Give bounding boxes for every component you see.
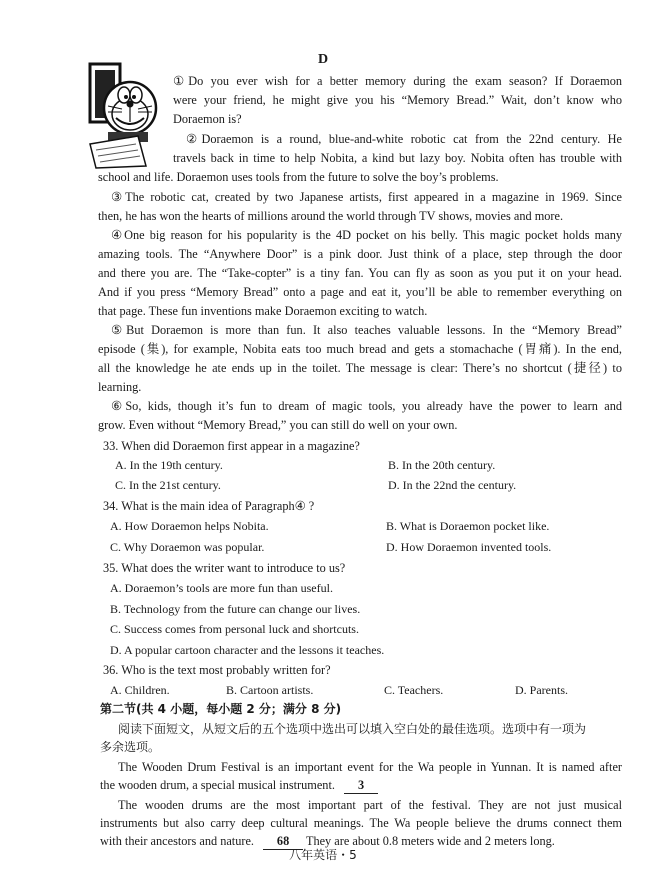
answer-blank-3[interactable]: 3 <box>344 777 378 794</box>
para2-line3: school and life. Doraemon uses tools from the future to solve the boy’s problems. <box>98 170 499 184</box>
passage-heading: D <box>317 52 329 67</box>
question-33-option-a[interactable]: A. In the 19th century. <box>115 458 223 472</box>
para6-line1: ⑥So, kids, though it’s fun to dream of magic tools, you already have the power to learn and <box>111 399 622 413</box>
page-footer: 八年英语・5 <box>289 848 357 862</box>
para3-line1: ③The robotic cat, created by two Japanese artists, first appeared in a magazine in 1969. Since <box>111 190 622 204</box>
para1-line3: Doraemon is? <box>173 112 242 126</box>
para4-line2: amazing tools. The “Anywhere Door” is a pink door. Just think of a place, step through the door <box>98 247 622 261</box>
question-36-option-a[interactable]: A. Children. <box>110 683 170 697</box>
para2-line1: ②Doraemon is a round, blue-and-white robotic cat from the 22nd century. He <box>186 132 622 146</box>
question-33-option-b[interactable]: B. In the 20th century. <box>388 458 496 472</box>
question-35-option-a[interactable]: A. Doraemon’s tools are more fun than useful. <box>110 581 333 595</box>
passage2-para2-line2: instruments but also carry deep cultural meanings. The Wa people believe the drums connect them <box>100 816 622 830</box>
question-35-stem: 35. What does the writer want to introduce to us? <box>103 561 346 575</box>
para4-line1: ④One big reason for his popularity is the 4D pocket on his belly. This magic pocket holds many <box>111 228 622 242</box>
question-34-option-b[interactable]: B. What is Doraemon pocket like. <box>386 519 550 533</box>
question-34-stem: 34. What is the main idea of Paragraph④ ? <box>103 499 315 513</box>
question-36-option-d[interactable]: D. Parents. <box>515 683 568 697</box>
passage2-para2-line1: The wooden drums are the most important part of the festival. They are not just musical <box>118 798 622 812</box>
question-36-option-c[interactable]: C. Teachers. <box>384 683 444 697</box>
passage2-para1-line1: The Wooden Drum Festival is an important event for the Wa people in Yunnan. It is named after <box>118 760 622 774</box>
question-34-option-d[interactable]: D. How Doraemon invented tools. <box>386 540 552 554</box>
para5-line4: learning. <box>98 380 142 394</box>
section2-title: 第二节(共 4 小题，每小题 2 分；满分 8 分) <box>100 702 342 716</box>
passage2-para2-line3-text-after: They are about 0.8 meters wide and 2 meters long. <box>305 834 555 848</box>
para6-line2: grow. Even without “Memory Bread,” you can still do well on your own. <box>98 418 458 432</box>
para1-line1: ①Do you ever wish for a better memory during the exam season? If Doraemon <box>173 74 622 88</box>
passage2-para1-line2 <box>100 777 378 794</box>
doraemon-illustration <box>86 62 168 170</box>
question-35-option-d[interactable]: D. A popular cartoon character and the lessons it teaches. <box>110 643 385 657</box>
para5-line3: all the knowledge he ate ends up in the toilet. The message is clear: There’s no shortcut (捷径) to <box>98 361 622 375</box>
para2-line2: travels back in time to help Nobita, a kind but lazy boy. Nobita often has trouble with <box>173 151 622 165</box>
section2-instruction-line1: 阅读下面短文，从短文后的五个选项中选出可以填入空白处的最佳选项。选项中有一项为 <box>118 722 587 736</box>
para4-line3: and there you are. The “Take-copter” is a tiny fan. You can fly as soon as you put it on your head. <box>98 266 622 280</box>
para5-line2: episode (集), for example, Nobita eats too much bread and gets a stomachache (胃痛). In the end, <box>98 342 622 356</box>
question-35-option-b[interactable]: B. Technology from the future can change our lives. <box>110 602 361 616</box>
passage2-para2-line3-text: with their ancestors and nature. <box>100 834 254 848</box>
para3-line2: then, he has won the hearts of millions around the world through TV shows, movies and more. <box>98 209 564 223</box>
question-33-option-c[interactable]: C. In the 21st century. <box>115 478 221 492</box>
question-36-stem: 36. Who is the text most probably written for? <box>103 663 331 677</box>
para4-line5: that page. These fun inventions make Doraemon exciting to watch. <box>98 304 428 318</box>
question-35-option-c[interactable]: C. Success comes from personal luck and shortcuts. <box>110 622 359 636</box>
passage2-para1-line2-text: the wooden drum, a special musical instrument. <box>100 778 335 792</box>
section2-instruction-line2: 多余选项。 <box>100 740 161 754</box>
question-34-option-c[interactable]: C. Why Doraemon was popular. <box>110 540 265 554</box>
question-33-option-d[interactable]: D. In the 22nd the century. <box>388 478 517 492</box>
answer-blank-68[interactable]: 68 <box>263 833 303 850</box>
para5-line1: ⑤But Doraemon is more than fun. It also teaches valuable lessons. In the “Memory Bread” <box>111 323 622 337</box>
question-33-stem: 33. When did Doraemon first appear in a magazine? <box>103 439 360 453</box>
question-34-option-a[interactable]: A. How Doraemon helps Nobita. <box>110 519 269 533</box>
para1-line2: were your friend, he might give you his “Memory Bread.” Wait, don’t know who <box>173 93 622 107</box>
question-36-option-b[interactable]: B. Cartoon artists. <box>226 683 314 697</box>
para4-line4: And if you press “Memory Bread” onto a page and eat it, you’ll be able to remember everything on <box>98 285 622 299</box>
